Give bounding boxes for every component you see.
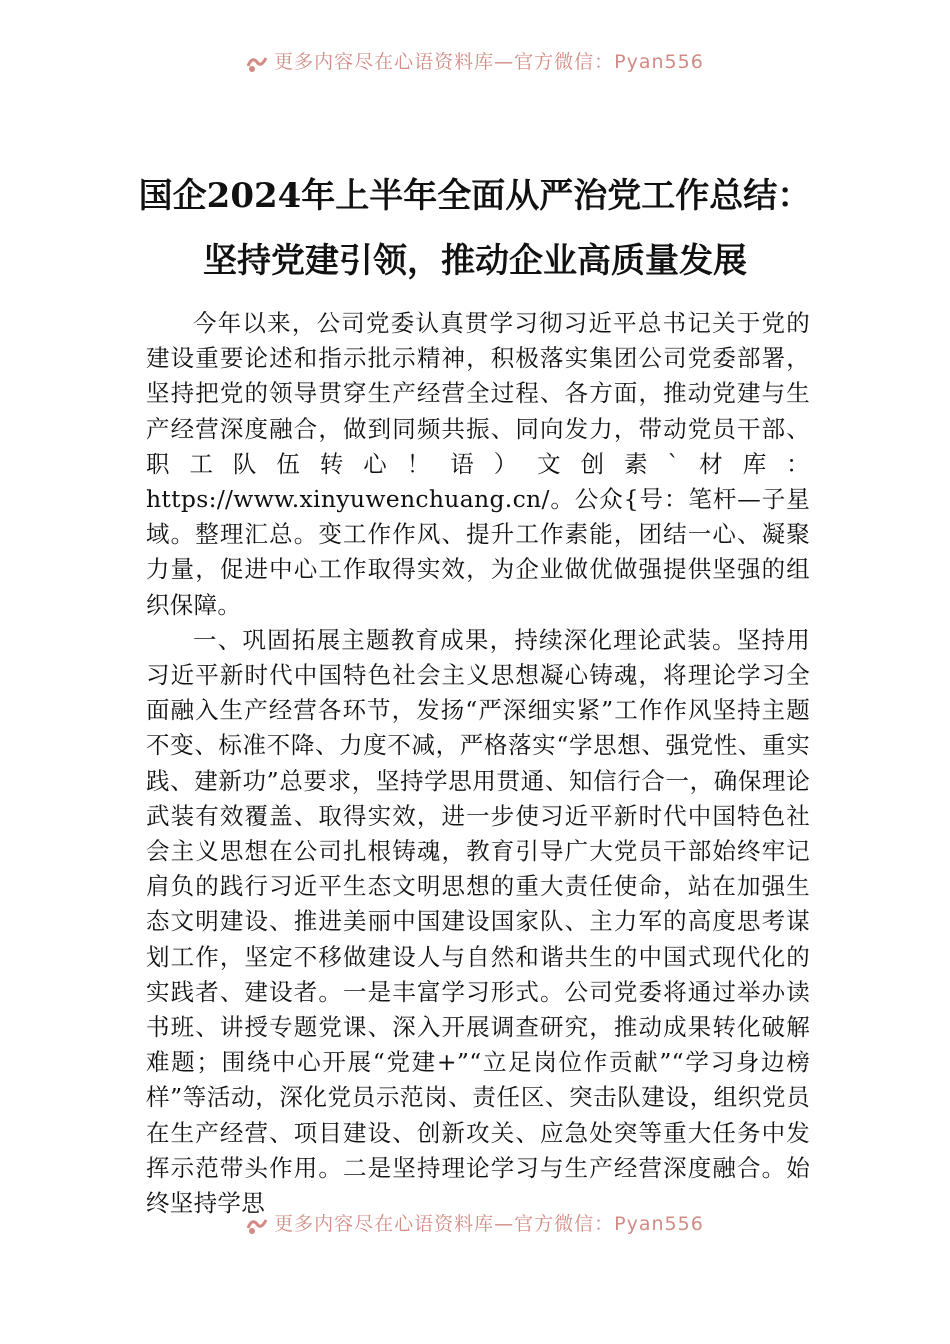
watermark-logo-icon xyxy=(246,1214,268,1236)
document-title-line-1: 国企2024年上半年全面从严治党工作总结： xyxy=(138,176,812,216)
bottom-watermark xyxy=(0,1212,950,1236)
document-body xyxy=(146,306,810,1221)
paragraph-section-1: 一、巩固拓展主题教育成果，持续深化理论武装。坚持用习近平新时代中国特色社会主义思想凝心铸魂，将理论学习全面融入生产经营各环节，发扬“严深细实紧”工作作风坚持主题不变、标准不降、力度不减，严格落实“学思想、强党性、重实践、建新功”总要求，坚持学思用贯通、知信行合一，确保理论武装有效覆盖、取得实效，进一步使习近平新时代中国特色社会主义思想在公司扎根铸魂，教育引导广大党员干部始终牢记肩负的践行习近平生态文明思想的重大责任使命，站在加强生态文明建设、推进美丽中国建设国家队、主力军的高度思考谋划工作，坚定不移做建设人与自然和谐共生的中国式现代化的实践者、建设者。一是丰富学习形式。公司党委将通过举办读书班、讲授专题党课、深入开展调查研究，推动成果转化破解难题；围绕中心开展“党建+”“立足岗位作贡献”“学习身边榜样”等活动，深化党员示范岗、责任区、突击队建设，组织党员在生产经营、项目建设、创新攻关、应急处突等重大任务中发挥示范带头作用。二是坚持理论学习与生产经营深度融合。始终坚持学思 xyxy=(146,625,810,1218)
top-watermark-text: 更多内容尽在心语资料库—官方微信：Pyan556 xyxy=(274,51,704,73)
paragraph-intro: 今年以来，公司党委认真贯学习彻习近平总书记关于党的建设重要论述和指示批示精神，积极落实集团公司党委部署，坚持把党的领导贯穿生产经营全过程、各方面，推动党建与生产经营深度融合，做到同频共振、同向发力，带动党员干部、职工队伍转心！语）文创素`材库：https://www.xinyuwenchuang.cn/。公众{号：笔杆—子星域。整理汇总。变工作作风、提升工作素能，团结一心、凝聚力量，促进中心工作取得实效，为企业做优做强提供坚强的组织保障。 xyxy=(146,309,810,619)
top-watermark xyxy=(0,50,950,74)
watermark-logo-icon xyxy=(246,52,268,74)
document-title-line-2: 坚持党建引领，推动企业高质量发展 xyxy=(203,241,747,281)
bottom-watermark-text: 更多内容尽在心语资料库—官方微信：Pyan556 xyxy=(274,1213,704,1235)
